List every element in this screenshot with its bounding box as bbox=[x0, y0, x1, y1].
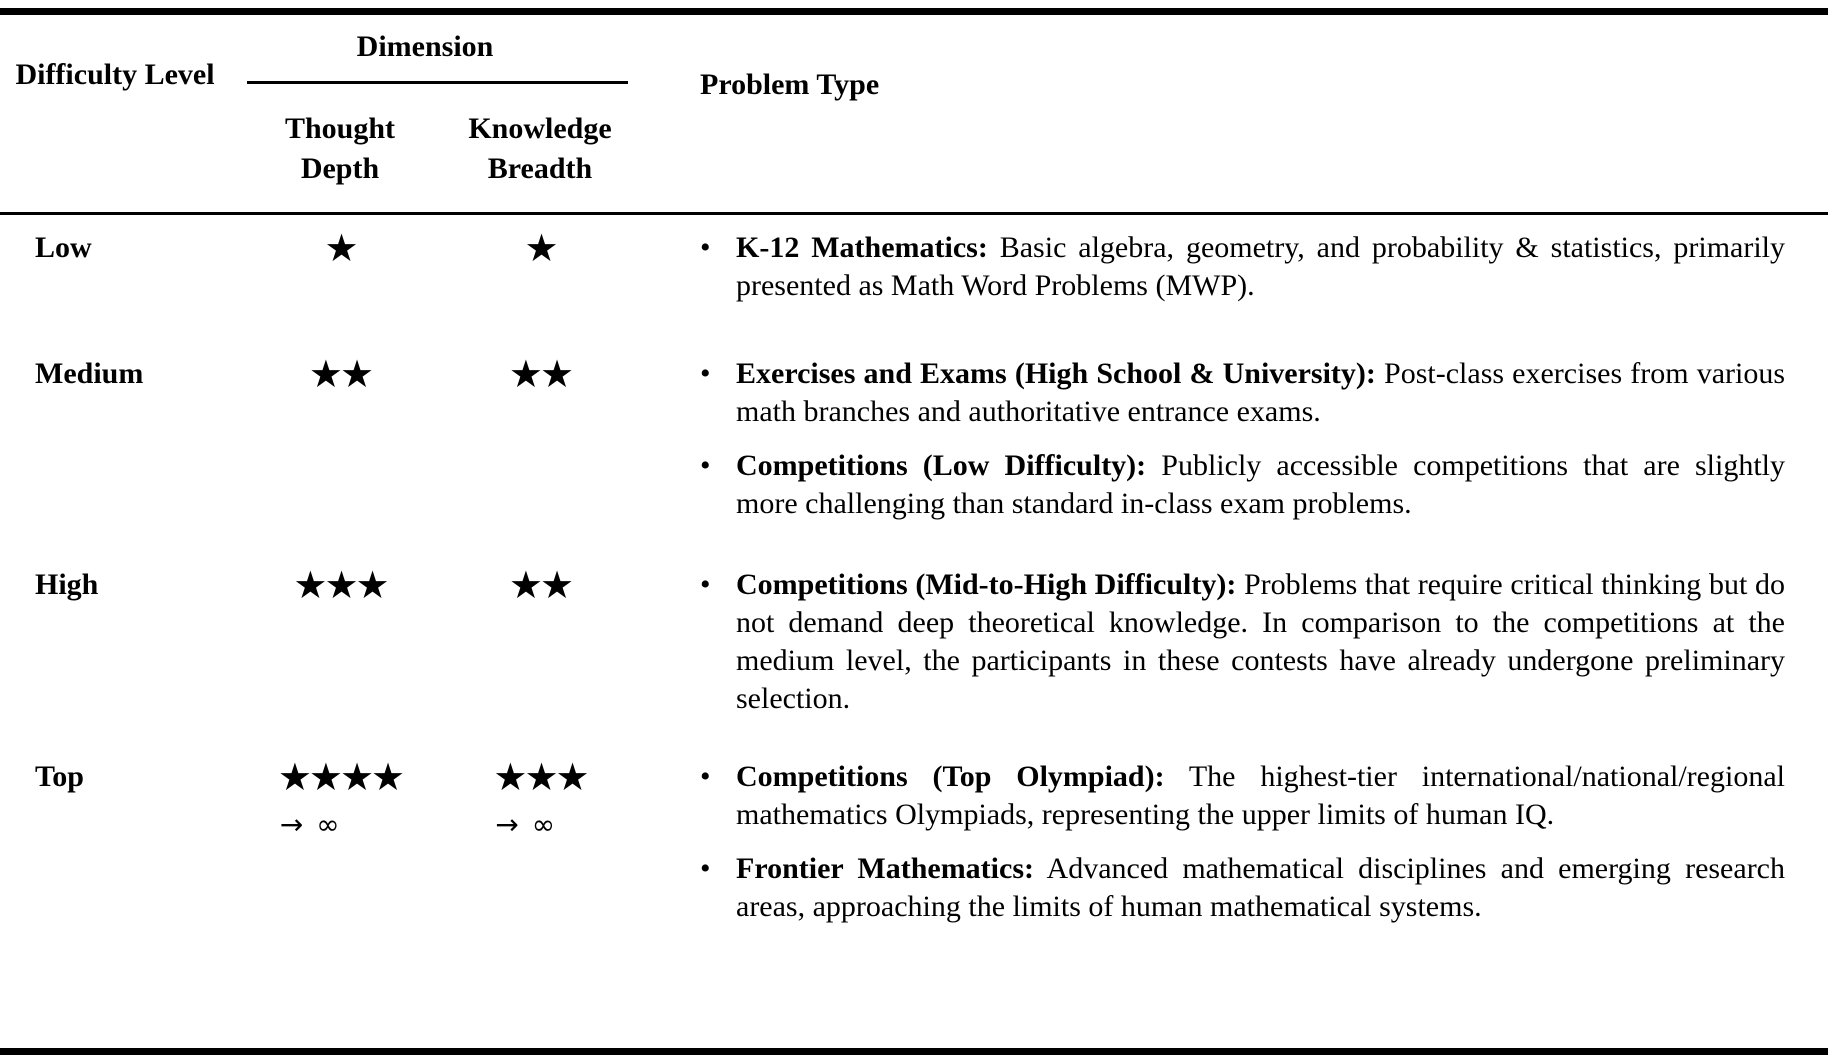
infinity-arrow-note: → ∞ bbox=[279, 808, 342, 841]
list-item bbox=[700, 229, 1785, 305]
level-label: Top bbox=[35, 760, 84, 793]
knowledge-breadth-cell bbox=[455, 563, 625, 613]
problem-text: Post-class exercises from various math branches and authoritative entrance exams. bbox=[736, 357, 1786, 428]
problem-text: Publicly accessible competitions that are slightly more challenging than standard in-class exam problems. bbox=[736, 449, 1786, 520]
problem-description bbox=[736, 447, 1785, 523]
level-label: Low bbox=[35, 231, 92, 264]
header-problem-type: Problem Type bbox=[700, 68, 880, 101]
thought-depth-cell bbox=[225, 563, 455, 613]
problem-text: Problems that require critical thinking but do not demand deep theoretical knowledge. In comparison to the competitions at the medium level, the participants in these contests have already undergone preliminary selection. bbox=[736, 568, 1785, 715]
thought-depth-cell bbox=[225, 226, 455, 276]
star-rating-icon: ★★ bbox=[508, 352, 572, 396]
knowledge-breadth-cell bbox=[455, 755, 625, 849]
problem-title: Competitions (Low Difficulty): bbox=[736, 449, 1147, 482]
problem-title: Frontier Mathematics: bbox=[736, 852, 1034, 885]
bullet-icon: • bbox=[700, 357, 711, 390]
problem-type-cell bbox=[625, 566, 1828, 718]
problem-text: Basic algebra, geometry, and probability & statistics, primarily presented as Math Word Problems (MWP). bbox=[736, 231, 1786, 302]
problem-description bbox=[736, 566, 1785, 718]
list-item bbox=[700, 566, 1785, 718]
header-dimension-group: Dimension bbox=[356, 30, 494, 63]
problem-description bbox=[736, 758, 1785, 834]
problem-description bbox=[736, 355, 1785, 431]
header-knowledge-breadth: Knowledge Breadth bbox=[468, 112, 612, 185]
list-item bbox=[700, 447, 1785, 523]
bullet-icon: • bbox=[700, 852, 711, 885]
star-rating-icon: ★★★ bbox=[493, 755, 587, 799]
table-top-rule bbox=[0, 8, 1828, 15]
table-bottom-rule bbox=[0, 1048, 1828, 1055]
infinity-arrow-note: → ∞ bbox=[495, 808, 558, 841]
bullet-icon: • bbox=[700, 449, 711, 482]
star-rating-icon: ★★ bbox=[308, 352, 372, 396]
bullet-icon: • bbox=[700, 760, 711, 793]
problem-text: Advanced mathematical disciplines and emerging research areas, approaching the limits of human mathematical systems. bbox=[736, 852, 1785, 923]
header-thought-depth: Thought Depth bbox=[284, 112, 396, 185]
star-rating-icon: ★★★★ bbox=[277, 755, 403, 799]
list-item bbox=[700, 758, 1785, 834]
problem-description bbox=[736, 229, 1785, 305]
star-rating-icon: ★★★ bbox=[293, 563, 387, 607]
table-header bbox=[0, 15, 1828, 212]
table-row-top bbox=[0, 748, 1828, 926]
bullet-icon: • bbox=[700, 231, 711, 264]
knowledge-breadth-cell bbox=[455, 226, 625, 276]
level-label: Medium bbox=[35, 357, 144, 390]
list-item bbox=[700, 850, 1785, 926]
list-item bbox=[700, 355, 1785, 431]
table-row-medium bbox=[0, 352, 1828, 560]
problem-title: Competitions (Mid-to-High Difficulty): bbox=[736, 568, 1237, 601]
table-row-low bbox=[0, 215, 1828, 355]
header-difficulty-level: Difficulty Level bbox=[15, 58, 215, 91]
star-rating-icon: ★★ bbox=[508, 563, 572, 607]
star-rating-icon: ★ bbox=[324, 226, 356, 270]
dimension-underline-rule bbox=[247, 81, 628, 84]
thought-depth-cell bbox=[225, 352, 455, 402]
problem-type-cell bbox=[625, 355, 1828, 523]
knowledge-breadth-cell bbox=[455, 352, 625, 402]
level-label: High bbox=[35, 568, 99, 601]
bullet-icon: • bbox=[700, 568, 711, 601]
star-rating-icon: ★ bbox=[524, 226, 556, 270]
problem-type-cell bbox=[625, 229, 1828, 305]
problem-description bbox=[736, 850, 1785, 926]
problem-title: Exercises and Exams (High School & University): bbox=[736, 357, 1376, 390]
problem-title: K-12 Mathematics: bbox=[736, 231, 988, 264]
problem-type-cell bbox=[625, 758, 1828, 926]
problem-text: The highest-tier international/national/regional mathematics Olympiads, representing the upper limits of human IQ. bbox=[736, 760, 1785, 831]
problem-title: Competitions (Top Olympiad): bbox=[736, 760, 1165, 793]
table-row-high bbox=[0, 560, 1828, 748]
table-body bbox=[0, 215, 1828, 926]
thought-depth-cell bbox=[225, 755, 455, 849]
